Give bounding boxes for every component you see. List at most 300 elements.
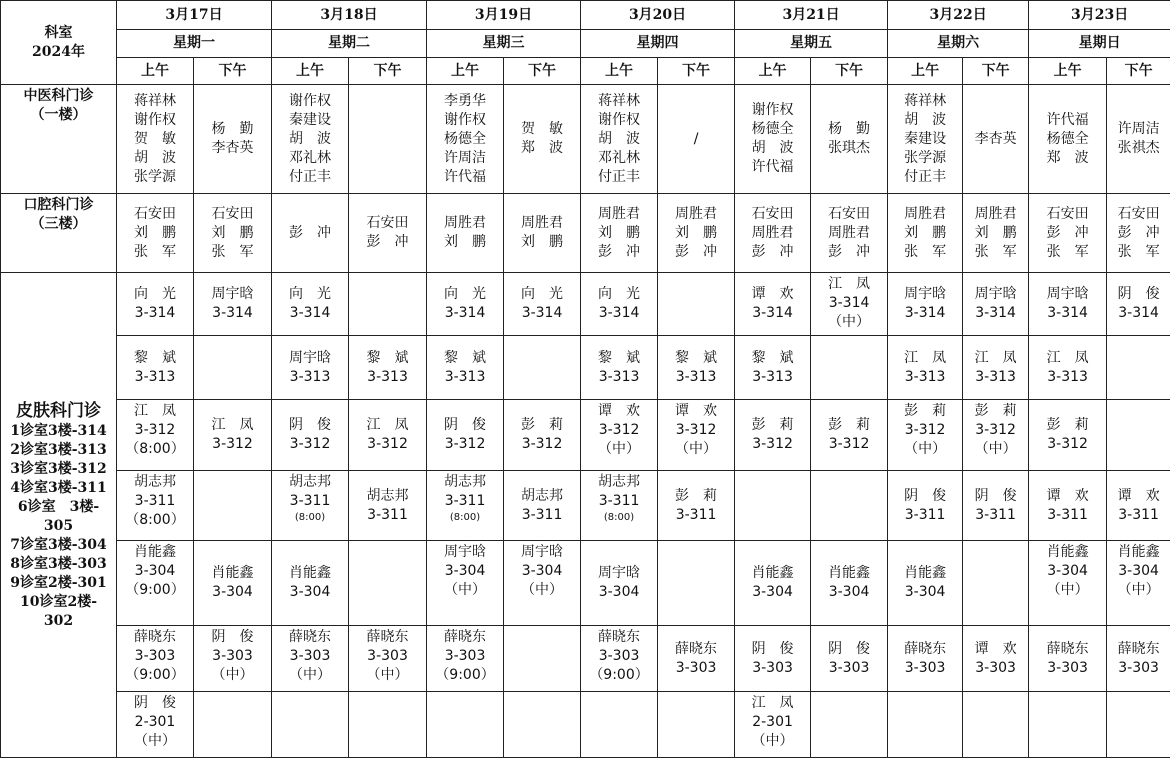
- dept-label-line: （三楼）: [30, 216, 87, 232]
- doctor-entry-line: 江 凤: [751, 695, 794, 711]
- doctor-entry-line: 周胜君: [444, 215, 487, 231]
- doctor-entry-line: 3-303: [367, 648, 408, 664]
- doctor-entry-line: 3-313: [975, 368, 1016, 385]
- doctor-entry-line: 张 军: [1117, 243, 1160, 260]
- schedule-cell: [963, 85, 1029, 194]
- schedule-cell: [888, 626, 963, 692]
- schedule-cell: [735, 541, 811, 626]
- doctor-entry-line: 周胜君: [521, 215, 564, 231]
- doctor-entry-line: 邓礼林: [289, 149, 332, 166]
- dept-label-line: 2诊室3楼-313: [10, 441, 107, 458]
- doctor-entry-line: 邓礼林: [598, 149, 641, 166]
- doctor-entry-line: 3-311: [598, 493, 640, 509]
- schedule-cell: [272, 471, 349, 541]
- doctor-entry-line: 3-312: [675, 422, 717, 438]
- doctor-entry-line: 3-312: [975, 422, 1016, 438]
- doctor-entry-line: （中）: [1117, 582, 1160, 598]
- schedule-cell: [427, 692, 504, 758]
- schedule-cell: [811, 85, 888, 194]
- doctor-entry-line: 肖能鑫: [751, 565, 794, 581]
- doctor-entry-line: 肖能鑫: [904, 565, 947, 581]
- schedule-cell: [194, 336, 272, 400]
- doctor-entry-line: 付正丰: [598, 168, 641, 185]
- schedule-cell: [117, 626, 194, 692]
- doctor-entry-line: 3-303: [752, 659, 793, 676]
- doctor-entry-line: 石安田: [366, 215, 409, 231]
- schedule-cell: [1029, 541, 1107, 626]
- doctor-entry-line: 刘 鹏: [444, 234, 487, 250]
- schedule-cell: [811, 692, 888, 758]
- doctor-entry-line: 付正丰: [904, 168, 947, 185]
- doctor-entry-line: 谢作权: [134, 111, 176, 128]
- doctor-entry-line: 张学源: [134, 168, 176, 185]
- date-cell: 3月19日: [427, 1, 581, 30]
- doctor-entry-line: 彭 莉: [1046, 417, 1089, 433]
- doctor-entry-line: 3-313: [134, 368, 176, 385]
- schedule-cell: [427, 194, 504, 273]
- doctor-entry-line: （中）: [751, 733, 794, 749]
- dept-label-line: 1诊室3楼-314: [10, 422, 107, 439]
- doctor-entry-line: 3-311: [444, 493, 486, 509]
- schedule-cell: [658, 194, 735, 273]
- schedule-cell: [811, 626, 888, 692]
- doctor-entry-line: 李杏英: [211, 140, 254, 156]
- schedule-cell: [1029, 273, 1107, 336]
- doctor-entry-line: 许代福: [751, 159, 794, 175]
- schedule-cell: [504, 400, 581, 471]
- schedule-cell: [194, 273, 272, 336]
- doctor-entry-line: 周胜君: [974, 205, 1017, 222]
- schedule-cell: [963, 626, 1029, 692]
- schedule-cell: [427, 471, 504, 541]
- doctor-entry-line: 薛晓东: [134, 629, 176, 645]
- doctor-entry-line: 3-312: [289, 436, 331, 452]
- doctor-entry-line: 胡 波: [751, 140, 794, 156]
- schedule-cell: [272, 336, 349, 400]
- schedule-cell: [581, 400, 658, 471]
- schedule-cell: [888, 692, 963, 758]
- schedule-cell: [963, 541, 1029, 626]
- schedule-cell: [658, 336, 735, 400]
- doctor-entry-line: 黎 斌: [751, 349, 794, 366]
- schedule-cell: [117, 336, 194, 400]
- date-row: [1, 1, 1170, 30]
- schedule-cell: [1107, 471, 1170, 541]
- schedule-cell: [427, 273, 504, 336]
- schedule-cell: [735, 85, 811, 194]
- doctor-entry-line: 3-314: [289, 305, 331, 321]
- doctor-entry-line: 胡 波: [598, 130, 641, 147]
- schedule-cell: [194, 626, 272, 692]
- schedule-cell: [117, 273, 194, 336]
- dept-label-line: 9诊室2楼-301: [10, 574, 107, 591]
- doctor-entry-line: 张 军: [211, 243, 254, 260]
- doctor-entry-line: 3-303: [904, 659, 946, 676]
- doctor-entry-line: 彭 莉: [828, 417, 871, 433]
- doctor-entry-line: 3-311: [675, 506, 717, 523]
- schedule-cell: [272, 273, 349, 336]
- doctor-entry-line: 3-303: [828, 659, 870, 676]
- schedule-cell: [272, 85, 349, 194]
- doctor-entry-line: 3-313: [904, 368, 946, 385]
- doctor-entry-line: 薛晓东: [598, 629, 641, 645]
- corner-header: [1, 1, 117, 85]
- schedule-cell: [658, 273, 735, 336]
- schedule-cell: [117, 692, 194, 758]
- doctor-entry-line: 3-311: [134, 493, 176, 509]
- doctor-entry-line: 胡 波: [289, 130, 332, 147]
- doctor-entry-line: 3-314: [975, 305, 1016, 321]
- doctor-entry-line: 张 军: [1046, 243, 1089, 260]
- pm-header: 下午: [504, 58, 581, 85]
- doctor-entry-line: 黎 斌: [366, 349, 409, 366]
- am-header: 上午: [427, 58, 504, 85]
- doctor-entry-line: 石安田: [828, 205, 871, 222]
- doctor-entry-line: 胡志邦: [134, 474, 176, 490]
- doctor-entry-line: 周胜君: [828, 224, 871, 241]
- schedule-cell: [963, 400, 1029, 471]
- doctor-entry-line: 李勇华: [444, 92, 487, 109]
- doctor-entry-line: 张 军: [134, 243, 176, 260]
- doctor-entry-line: 刘 鹏: [675, 224, 718, 241]
- schedule-cell: [658, 692, 735, 758]
- doctor-entry-line: （9:00）: [589, 667, 649, 683]
- dept-chinese-medicine-label: [1, 85, 117, 194]
- schedule-cell: [504, 692, 581, 758]
- doctor-entry-line: 3-311: [904, 506, 946, 523]
- schedule-cell: [1029, 400, 1107, 471]
- doctor-entry-line: 李杏英: [974, 130, 1017, 147]
- doctor-entry-line: 2-301: [134, 714, 176, 730]
- doctor-entry-line: 肖能鑫: [134, 544, 176, 560]
- schedule-cell: [349, 626, 427, 692]
- schedule-cell: [963, 692, 1029, 758]
- doctor-entry-line: 江 凤: [904, 349, 947, 366]
- date-cell: 3月20日: [581, 1, 735, 30]
- doctor-entry-line: 3-304: [521, 563, 563, 579]
- schedule-cell: [735, 194, 811, 273]
- doctor-entry-line: (8:00): [603, 512, 635, 523]
- doctor-entry-line: 3-313: [752, 368, 793, 385]
- doctor-entry-line: 彭 冲: [828, 243, 871, 260]
- doctor-entry-line: (8:00): [294, 512, 326, 523]
- schedule-cell: [272, 541, 349, 626]
- doctor-entry-line: 3-314: [828, 295, 870, 311]
- doctor-entry-line: 3-314: [904, 305, 946, 321]
- doctor-entry-line: 谭 欢: [751, 286, 794, 302]
- schedule-cell: [581, 85, 658, 194]
- doctor-entry-line: 3-312: [367, 436, 408, 452]
- schedule-cell: [194, 541, 272, 626]
- doctor-entry-line: 3-304: [289, 584, 331, 600]
- schedule-cell: [735, 626, 811, 692]
- dept-dermatology-row: [1, 626, 1170, 692]
- schedule-cell: [349, 471, 427, 541]
- doctor-entry-line: 彭 莉: [751, 417, 794, 433]
- dept-label-line: 中医科门诊: [23, 88, 94, 104]
- schedule-cell: [581, 336, 658, 400]
- doctor-entry-line: 江 凤: [211, 417, 254, 433]
- schedule-cell: [117, 541, 194, 626]
- schedule-cell: [888, 471, 963, 541]
- schedule-cell: [349, 692, 427, 758]
- doctor-entry-line: 3-312: [212, 436, 253, 452]
- doctor-entry-line: （中）: [444, 582, 487, 598]
- doctor-entry-line: 张 军: [904, 243, 947, 260]
- doctor-entry-line: 谭 欢: [1046, 487, 1089, 504]
- doctor-entry-line: 刘 鹏: [134, 224, 176, 241]
- dept-dermatology-row: [1, 471, 1170, 541]
- schedule-cell: [194, 400, 272, 471]
- doctor-entry-line: 彭 冲: [598, 243, 641, 260]
- schedule-cell: [1029, 692, 1107, 758]
- doctor-entry-line: 3-303: [444, 648, 486, 664]
- doctor-entry-line: 许代福: [444, 168, 487, 185]
- doctor-entry-line: 薛晓东: [289, 629, 332, 645]
- doctor-entry-line: 肖能鑫: [211, 565, 254, 581]
- doctor-entry-line: （9:00）: [125, 667, 185, 683]
- doctor-entry-line: 薛晓东: [1117, 640, 1160, 657]
- date-cell: 3月18日: [272, 1, 427, 30]
- doctor-entry-line: （中）: [1046, 582, 1089, 598]
- doctor-entry-line: 蒋祥林: [598, 92, 641, 109]
- am-header: 上午: [1029, 58, 1107, 85]
- doctor-entry-line: 3-314: [1118, 305, 1159, 321]
- doctor-entry-line: 肖能鑫: [1117, 544, 1160, 560]
- doctor-entry-line: (8:00): [449, 512, 481, 523]
- doctor-entry-line: 谢作权: [444, 111, 487, 128]
- schedule-cell: [888, 336, 963, 400]
- doctor-entry-line: 3-312: [1047, 436, 1088, 452]
- doctor-entry-line: 阴 俊: [211, 629, 254, 645]
- doctor-entry-line: （中）: [134, 733, 176, 749]
- doctor-entry-line: 张琪杰: [828, 140, 871, 156]
- doctor-entry-line: （中）: [366, 667, 409, 683]
- schedule-cell: [735, 692, 811, 758]
- doctor-entry-line: 薛晓东: [1046, 640, 1089, 657]
- schedule-cell: [427, 400, 504, 471]
- schedule-cell: [194, 692, 272, 758]
- doctor-entry-line: 付正丰: [289, 168, 332, 185]
- schedule-cell: [272, 626, 349, 692]
- dept-label-line: 305: [43, 517, 74, 534]
- doctor-entry-line: 石安田: [1046, 205, 1089, 222]
- dept-dermatology-row: [1, 336, 1170, 400]
- doctor-entry-line: 周胜君: [751, 224, 794, 241]
- schedule-cell: [963, 471, 1029, 541]
- doctor-entry-line: （8:00）: [125, 512, 185, 528]
- dept-label-line: 302: [43, 612, 74, 629]
- doctor-entry-line: 3-304: [1047, 563, 1088, 579]
- schedule-cell: [735, 336, 811, 400]
- doctor-entry-line: 3-303: [675, 659, 717, 676]
- doctor-entry-line: 3-304: [212, 584, 253, 600]
- schedule-cell: [735, 471, 811, 541]
- doctor-entry-line: 3-312: [752, 436, 793, 452]
- doctor-entry-line: 彭 冲: [675, 243, 718, 260]
- doctor-entry-line: （中）: [974, 441, 1017, 457]
- schedule-cell: [658, 85, 735, 194]
- schedule-cell: [1029, 85, 1107, 194]
- doctor-entry-line: 周宇晗: [521, 544, 564, 560]
- doctor-entry-line: 杨 勤: [211, 121, 254, 137]
- weekday-cell: 星期三: [427, 30, 581, 58]
- schedule-cell: [1029, 471, 1107, 541]
- dept-dental-row: [1, 194, 1170, 273]
- date-cell: 3月23日: [1029, 1, 1170, 30]
- doctor-entry-line: 向 光: [134, 286, 176, 302]
- schedule-cell: [504, 626, 581, 692]
- doctor-entry-line: 彭 冲: [1046, 224, 1089, 241]
- schedule-cell: [1107, 626, 1170, 692]
- doctor-entry-line: 谭 欢: [675, 403, 718, 419]
- schedule-cell: [1107, 194, 1170, 273]
- doctor-entry-line: 肖能鑫: [828, 565, 871, 581]
- doctor-entry-line: 3-312: [828, 436, 870, 452]
- schedule-cell: [504, 273, 581, 336]
- doctor-entry-line: 阴 俊: [828, 640, 871, 657]
- schedule-cell: [1107, 692, 1170, 758]
- doctor-entry-line: 谢作权: [751, 102, 794, 118]
- schedule-cell: [811, 400, 888, 471]
- schedule-body: [1, 1, 1170, 758]
- doctor-entry-line: （中）: [211, 667, 254, 683]
- schedule-cell: [117, 194, 194, 273]
- doctor-entry-line: 江 凤: [828, 276, 871, 292]
- doctor-entry-line: 周胜君: [598, 205, 641, 222]
- schedule-cell: [811, 194, 888, 273]
- dept-dental-label: [1, 194, 117, 273]
- schedule-cell: [581, 273, 658, 336]
- doctor-entry-line: 3-313: [444, 368, 486, 385]
- doctor-entry-line: 阴 俊: [904, 487, 947, 504]
- doctor-entry-line: 3-311: [1047, 506, 1088, 523]
- schedule-cell: [658, 471, 735, 541]
- doctor-entry-line: /: [693, 130, 699, 147]
- doctor-entry-line: 3-303: [1118, 659, 1159, 676]
- doctor-entry-line: 刘 鹏: [211, 224, 254, 241]
- doctor-entry-line: 周宇晗: [974, 286, 1017, 302]
- doctor-entry-line: 向 光: [289, 286, 332, 302]
- doctor-entry-line: 3-313: [675, 368, 717, 385]
- schedule-cell: [349, 541, 427, 626]
- doctor-entry-line: 江 凤: [1046, 349, 1089, 366]
- dept-label-line: 8诊室3楼-303: [10, 555, 107, 572]
- schedule-cell: [888, 85, 963, 194]
- schedule-cell: [888, 541, 963, 626]
- dept-label-line: 10诊室2楼-: [19, 593, 98, 610]
- doctor-entry-line: 胡志邦: [444, 474, 487, 490]
- doctor-entry-line: 3-313: [367, 368, 408, 385]
- doctor-entry-line: 3-313: [1047, 368, 1088, 385]
- doctor-entry-line: 3-314: [134, 305, 176, 321]
- doctor-entry-line: 贺 敏: [134, 130, 176, 147]
- doctor-entry-line: 薛晓东: [366, 629, 409, 645]
- schedule-cell: [349, 336, 427, 400]
- schedule-cell: [504, 194, 581, 273]
- doctor-entry-line: 3-304: [134, 563, 176, 579]
- schedule-cell: [658, 626, 735, 692]
- doctor-entry-line: 3-313: [598, 368, 640, 385]
- doctor-entry-line: 谭 欢: [974, 640, 1017, 657]
- doctor-entry-line: 周宇晗: [289, 349, 332, 366]
- schedule-cell: [811, 471, 888, 541]
- doctor-entry-line: 谭 欢: [1117, 487, 1160, 504]
- doctor-entry-line: 江 凤: [134, 403, 176, 419]
- doctor-entry-line: 胡志邦: [521, 487, 564, 504]
- schedule-cell: [349, 194, 427, 273]
- doctor-entry-line: 3-312: [521, 436, 563, 452]
- dept-dermatology-row: [1, 692, 1170, 758]
- schedule-cell: [888, 400, 963, 471]
- doctor-entry-line: 3-311: [367, 506, 408, 523]
- doctor-entry-line: 3-311: [521, 506, 563, 523]
- schedule-cell: [811, 273, 888, 336]
- schedule-cell: [811, 541, 888, 626]
- doctor-entry-line: （中）: [828, 314, 871, 330]
- doctor-entry-line: 周宇晗: [598, 565, 641, 581]
- doctor-entry-line: 3-303: [1047, 659, 1088, 676]
- doctor-entry-line: 秦建设: [289, 111, 332, 128]
- corner-year: 2024年: [32, 43, 85, 60]
- corner-title: 科室: [44, 24, 73, 41]
- doctor-entry-line: 2-301: [752, 714, 793, 730]
- doctor-entry-line: 彭 冲: [1117, 224, 1160, 241]
- doctor-entry-line: 彭 莉: [521, 417, 564, 433]
- doctor-entry-line: 胡志邦: [289, 474, 332, 490]
- dept-dermatology-row: [1, 273, 1170, 336]
- schedule-cell: [1107, 336, 1170, 400]
- schedule-cell: [963, 194, 1029, 273]
- schedule-cell: [349, 273, 427, 336]
- doctor-entry-line: 谢作权: [598, 111, 641, 128]
- doctor-entry-line: 阴 俊: [974, 487, 1017, 504]
- dept-label-line: 4诊室3楼-311: [10, 479, 107, 496]
- weekday-cell: 星期二: [272, 30, 427, 58]
- schedule-cell: [811, 336, 888, 400]
- am-header: 上午: [272, 58, 349, 85]
- doctor-entry-line: 3-314: [598, 305, 640, 321]
- schedule-cell: [504, 541, 581, 626]
- doctor-entry-line: 3-304: [598, 584, 640, 600]
- doctor-entry-line: 周宇晗: [211, 286, 254, 302]
- dept-label-line: 口腔科门诊: [23, 197, 94, 213]
- doctor-entry-line: （中）: [521, 582, 564, 598]
- schedule-cell: [272, 400, 349, 471]
- doctor-entry-line: 蒋祥林: [904, 92, 947, 109]
- halfday-row: [1, 58, 1170, 85]
- doctor-entry-line: （8:00）: [125, 441, 185, 457]
- pm-header: 下午: [963, 58, 1029, 85]
- doctor-entry-line: 杨德全: [444, 130, 487, 147]
- doctor-entry-line: 3-304: [904, 584, 946, 600]
- dept-label-line: （一楼）: [30, 107, 87, 123]
- schedule-cell: [1107, 273, 1170, 336]
- doctor-entry-line: 胡 波: [134, 149, 176, 166]
- doctor-entry-line: 胡 波: [904, 111, 947, 128]
- doctor-entry-line: 石安田: [751, 205, 794, 222]
- doctor-entry-line: 向 光: [444, 286, 487, 302]
- doctor-entry-line: 周宇晗: [1046, 286, 1089, 302]
- schedule-cell: [194, 194, 272, 273]
- date-cell: 3月21日: [735, 1, 888, 30]
- doctor-entry-line: 肖能鑫: [289, 565, 332, 581]
- date-cell: 3月22日: [888, 1, 1029, 30]
- schedule-cell: [581, 692, 658, 758]
- doctor-entry-line: 许周洁: [1117, 121, 1160, 137]
- schedule-cell: [581, 471, 658, 541]
- weekday-cell: 星期五: [735, 30, 888, 58]
